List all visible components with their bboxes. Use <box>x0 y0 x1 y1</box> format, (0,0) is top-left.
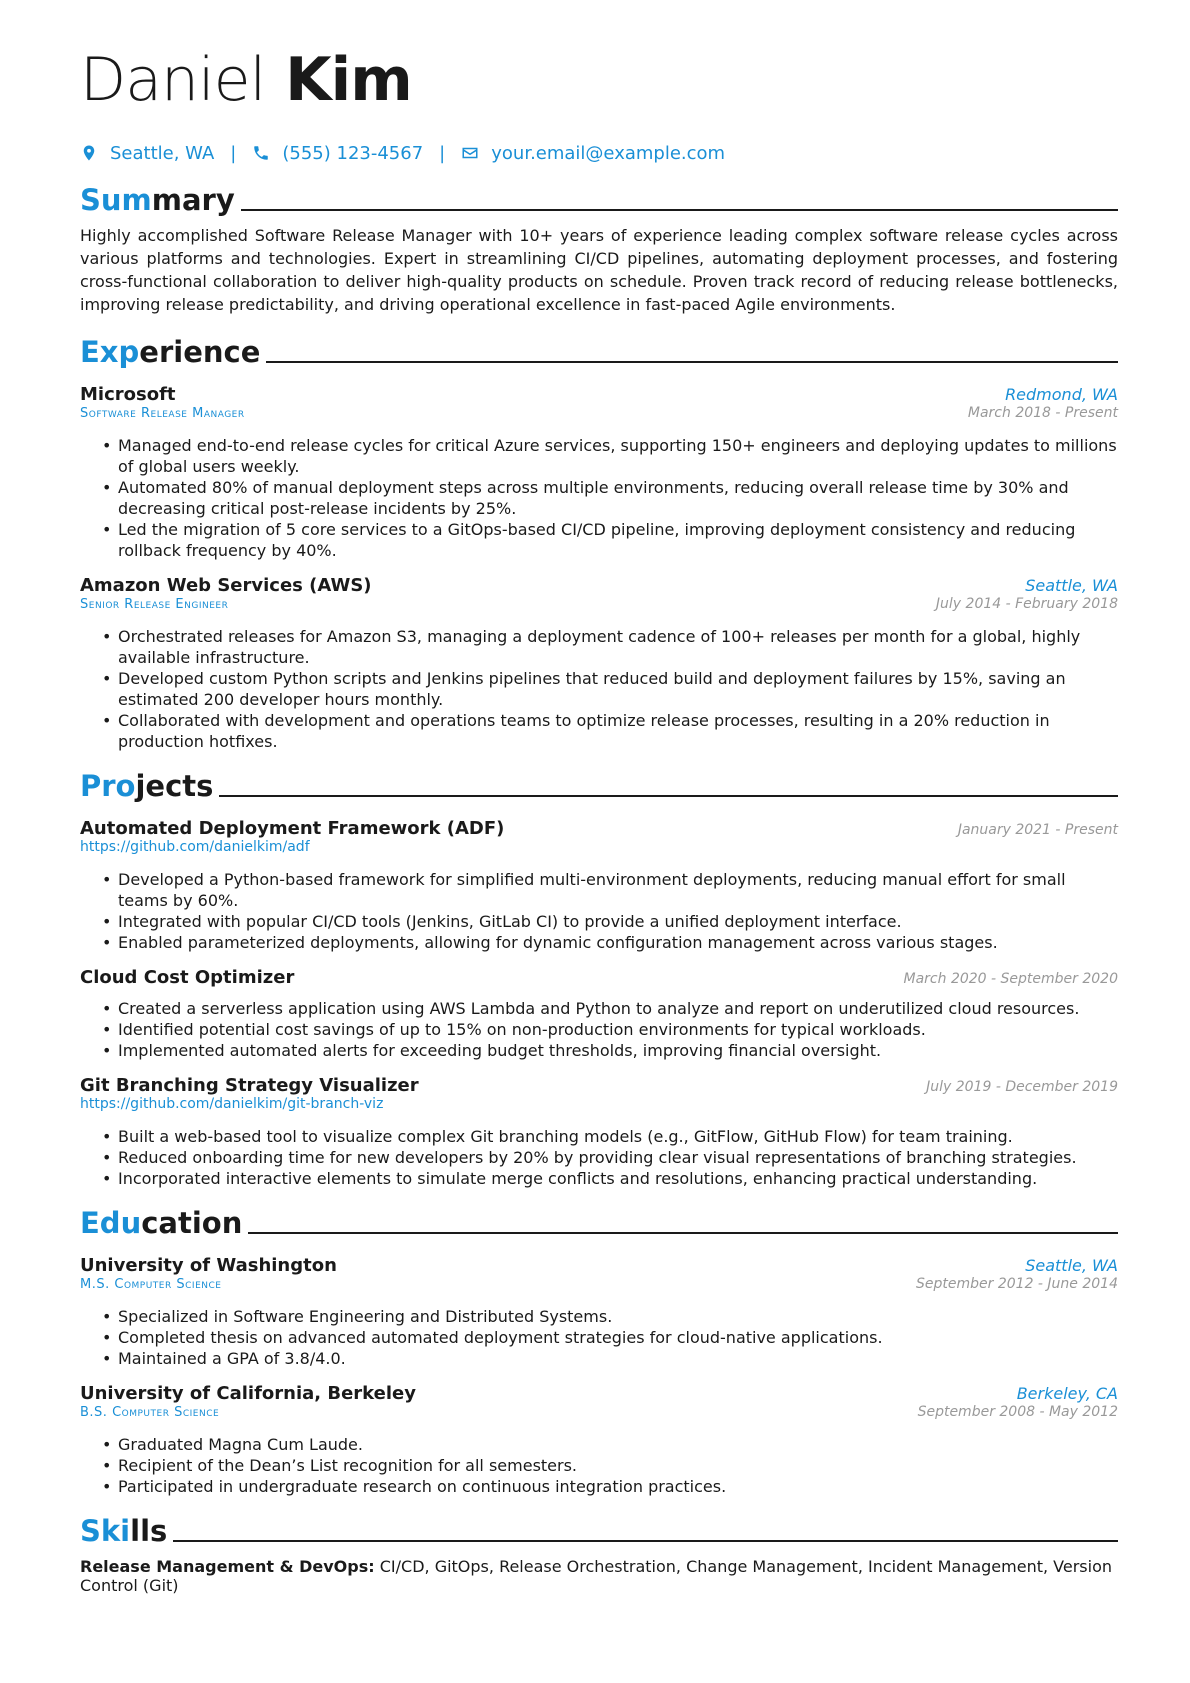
job-title: Software Release Manager <box>80 406 245 421</box>
list-item: • Identified potential cost savings of up to 15% on non-production environments for typical workloads. <box>118 1019 1118 1040</box>
project-entry <box>80 1075 1118 1189</box>
list-item: • Recipient of the Dean’s List recognition for all semesters. <box>118 1455 1118 1476</box>
company-name: Microsoft <box>80 384 176 405</box>
project-dates: January 2021 - Present <box>957 822 1118 838</box>
location-text: Seattle, WA <box>110 142 215 164</box>
job-dates: March 2018 - Present <box>967 405 1118 421</box>
experience-entry <box>80 384 1118 561</box>
job-dates: July 2014 - February 2018 <box>935 596 1118 612</box>
skills-label: Release Management & DevOps: <box>80 1557 375 1576</box>
project-entry <box>80 967 1118 1061</box>
section-skills-heading: Skills <box>80 1509 1118 1549</box>
school-name: University of California, Berkeley <box>80 1383 416 1404</box>
bullet-list <box>80 1306 1118 1369</box>
degree: M.S. Computer Science <box>80 1277 222 1292</box>
list-item: • Integrated with popular CI/CD tools (Jenkins, GitLab CI) to provide a unified deployment interface. <box>118 911 1118 932</box>
bullet-list <box>80 1126 1118 1189</box>
candidate-name <box>80 40 1118 120</box>
section-experience-heading: Experience <box>80 330 1118 370</box>
project-dates: July 2019 - December 2019 <box>926 1079 1118 1095</box>
last-name: Kim <box>285 45 412 115</box>
project-entry <box>80 818 1118 953</box>
section-divider <box>173 1540 1118 1542</box>
education-entry <box>80 1255 1118 1369</box>
contact-separator: | <box>439 142 446 164</box>
job-location: Redmond, WA <box>1005 385 1118 404</box>
section-divider <box>241 209 1118 211</box>
bullet-list <box>80 626 1118 752</box>
list-item: • Specialized in Software Engineering and Distributed Systems. <box>118 1306 1118 1327</box>
project-title: Git Branching Strategy Visualizer <box>80 1075 419 1096</box>
experience-entry <box>80 575 1118 752</box>
school-location: Seattle, WA <box>1025 1256 1118 1275</box>
education-entry <box>80 1383 1118 1497</box>
list-item: • Participated in undergraduate research on continuous integration practices. <box>118 1476 1118 1497</box>
education-dates: September 2012 - June 2014 <box>916 1276 1118 1292</box>
section-divider <box>248 1232 1118 1234</box>
section-summary-heading: Summary <box>80 178 1118 218</box>
project-link[interactable]: https://github.com/danielkim/git-branch-viz <box>80 1096 384 1112</box>
list-item: • Developed custom Python scripts and Jenkins pipelines that reduced build and deployment failures by 15%, saving an estimated 200 developer hours monthly. <box>118 668 1118 710</box>
list-item: • Completed thesis on advanced automated deployment strategies for cloud-native applications. <box>118 1327 1118 1348</box>
list-item: • Graduated Magna Cum Laude. <box>118 1434 1118 1455</box>
school-name: University of Washington <box>80 1255 337 1276</box>
list-item: • Reduced onboarding time for new developers by 20% by providing clear visual representations of branching strategies. <box>118 1147 1118 1168</box>
list-item: • Led the migration of 5 core services to a GitOps-based CI/CD pipeline, improving deployment consistency and reducing rollback frequency by 40%. <box>118 519 1118 561</box>
list-item: • Built a web-based tool to visualize complex Git branching models (e.g., GitFlow, GitHub Flow) for team training. <box>118 1126 1118 1147</box>
project-dates: March 2020 - September 2020 <box>903 971 1118 987</box>
company-name: Amazon Web Services (AWS) <box>80 575 372 596</box>
project-title: Cloud Cost Optimizer <box>80 967 295 988</box>
bullet-list <box>80 869 1118 953</box>
bullet-list <box>80 998 1118 1061</box>
resume-page <box>80 40 1118 1595</box>
summary-text: Highly accomplished Software Release Manager with 10+ years of experience leading complex software release cycles across various platforms and technologies. Expert in streamlining CI/CD pipelines, automating deployment processes, and fostering cross-functional collaboration to deliver high-quality products on schedule. Proven track record of reducing release bottlenecks, improving release predictability, and driving operational excellence in fast-paced Agile environments. <box>80 226 1118 314</box>
bullet-list <box>80 1434 1118 1497</box>
contact-email[interactable] <box>461 143 725 164</box>
map-pin-icon <box>80 144 98 162</box>
project-title: Automated Deployment Framework (ADF) <box>80 818 505 839</box>
contact-location <box>80 143 214 164</box>
job-title: Senior Release Engineer <box>80 597 229 612</box>
skills-line <box>80 1557 1118 1595</box>
section-divider <box>266 361 1118 363</box>
list-item: • Collaborated with development and operations teams to optimize release processes, resulting in a 20% reduction in production hotfixes. <box>118 710 1118 752</box>
list-item: • Automated 80% of manual deployment steps across multiple environments, reducing overall release time by 30% and decreasing critical post-release incidents by 25%. <box>118 477 1118 519</box>
school-location: Berkeley, CA <box>1016 1384 1118 1403</box>
skills-value: CI/CD, GitOps, Release Orchestration, Change Management, Incident Management, Version Control (Git) <box>80 1557 1112 1595</box>
phone-icon <box>252 144 270 162</box>
list-item: • Enabled parameterized deployments, allowing for dynamic configuration management across various stages. <box>118 932 1118 953</box>
contact-phone[interactable] <box>252 143 423 164</box>
education-dates: September 2008 - May 2012 <box>917 1404 1118 1420</box>
section-divider <box>219 795 1118 797</box>
first-name: Daniel <box>80 45 266 115</box>
degree: B.S. Computer Science <box>80 1405 220 1420</box>
phone-text: (555) 123-4567 <box>282 142 424 164</box>
job-location: Seattle, WA <box>1025 576 1118 595</box>
envelope-icon <box>461 144 479 162</box>
list-item: • Developed a Python-based framework for simplified multi-environment deployments, reducing manual effort for small teams by 60%. <box>118 869 1118 911</box>
list-item: • Orchestrated releases for Amazon S3, managing a deployment cadence of 100+ releases per month for a global, highly available infrastructure. <box>118 626 1118 668</box>
list-item: • Managed end-to-end release cycles for critical Azure services, supporting 150+ engineers and deploying updates to millions of global users weekly. <box>118 435 1118 477</box>
list-item: • Created a serverless application using AWS Lambda and Python to analyze and report on underutilized cloud resources. <box>118 998 1118 1019</box>
bullet-list <box>80 435 1118 561</box>
list-item: • Maintained a GPA of 3.8/4.0. <box>118 1348 1118 1369</box>
contact-separator: | <box>230 142 237 164</box>
list-item: • Implemented automated alerts for exceeding budget thresholds, improving financial oversight. <box>118 1040 1118 1061</box>
list-item: • Incorporated interactive elements to simulate merge conflicts and resolutions, enhancing practical understanding. <box>118 1168 1118 1189</box>
section-education-heading: Education <box>80 1201 1118 1241</box>
contact-bar <box>80 138 1118 168</box>
section-projects-heading: Projects <box>80 764 1118 804</box>
project-link[interactable]: https://github.com/danielkim/adf <box>80 839 310 855</box>
email-text: your.email@example.com <box>491 142 726 164</box>
